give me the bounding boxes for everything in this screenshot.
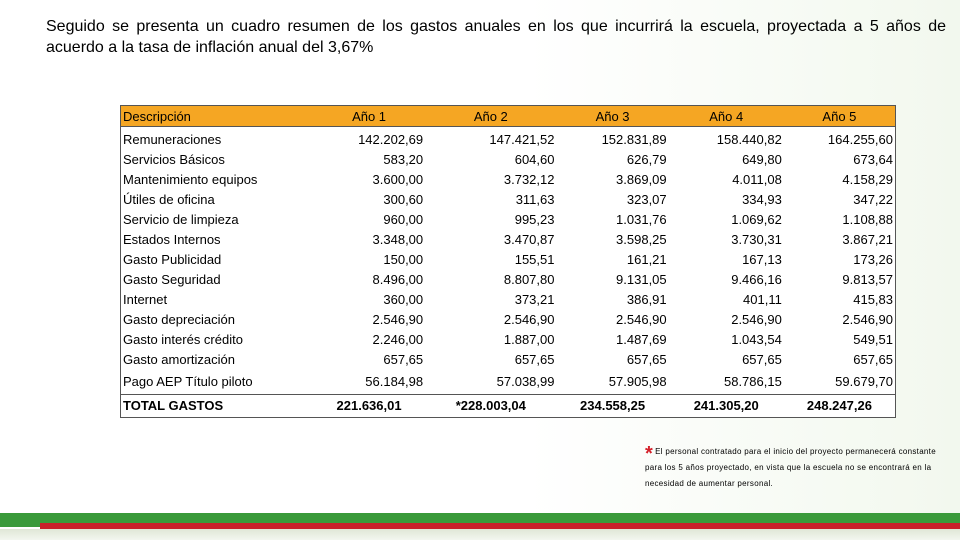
cell-year-2: 147.421,52 xyxy=(489,132,555,147)
cell-year-4: 4.011,08 xyxy=(732,172,782,187)
cell-year-4: 649,80 xyxy=(742,152,782,167)
header-year-4: Año 4 xyxy=(669,106,784,127)
header-year-2: Año 2 xyxy=(425,106,556,127)
row-description: Gasto depreciación xyxy=(123,312,236,327)
table-row xyxy=(121,290,896,310)
cell-year-1: 8.496,00 xyxy=(372,272,424,287)
cell-year-3: 57.905,98 xyxy=(608,374,667,389)
cell-year-4: 1.069,62 xyxy=(731,212,782,227)
cell-year-3: 626,79 xyxy=(626,152,667,167)
cell-year-5: 415,83 xyxy=(853,292,893,307)
cell-year-1: 142.202,69 xyxy=(358,132,424,147)
cell-year-3: 1.031,76 xyxy=(616,212,667,227)
row-description: Mantenimiento equipos xyxy=(123,172,258,187)
table-row xyxy=(121,210,896,230)
cell-year-1: 3.348,00 xyxy=(372,232,424,247)
cell-year-5: 59.679,70 xyxy=(835,374,893,389)
cell-year-5: 657,65 xyxy=(853,352,893,367)
cell-year-5: 2.546,90 xyxy=(842,312,893,327)
row-description: Internet xyxy=(123,292,168,307)
total-year-1: 221.636,01 xyxy=(313,395,425,418)
table-header-row xyxy=(121,106,896,127)
row-description: Gasto amortización xyxy=(123,352,235,367)
cell-year-2: 995,23 xyxy=(514,212,555,227)
cell-year-4: 401,11 xyxy=(743,292,782,307)
footnote-marker: * xyxy=(645,443,654,465)
cell-year-4: 9.466,16 xyxy=(731,272,782,287)
row-description: Servicio de limpieza xyxy=(123,212,239,227)
cell-year-3: 152.831,89 xyxy=(601,132,667,147)
footnote-text: El personal contratado para el inicio del proyecto permanecerá constante para los 5 años proyectado, en vista que la escuela no se encontrará en la necesidad de aumentar personal. xyxy=(645,447,936,488)
cell-year-2: 373,21 xyxy=(514,292,555,307)
cell-year-3: 386,91 xyxy=(626,292,667,307)
cell-year-3: 323,07 xyxy=(626,192,667,207)
cell-year-1: 657,65 xyxy=(383,352,424,367)
cell-year-2: 2.546,90 xyxy=(503,312,555,327)
cell-year-5: 3.867,21 xyxy=(842,232,893,247)
header-year-3: Año 3 xyxy=(556,106,668,127)
cell-year-2: 3.470,87 xyxy=(503,232,555,247)
footer-band-light xyxy=(0,529,960,540)
cell-year-3: 2.546,90 xyxy=(616,312,667,327)
table-row xyxy=(121,270,896,290)
table-body xyxy=(121,127,896,418)
cell-year-2: 604,60 xyxy=(514,152,555,167)
cell-year-4: 657,65 xyxy=(742,352,782,367)
table-row xyxy=(121,170,896,190)
cell-year-3: 161,21 xyxy=(626,252,667,267)
cell-year-5: 4.158,29 xyxy=(842,172,893,187)
cell-year-4: 1.043,54 xyxy=(731,332,782,347)
cell-year-5: 1.108,88 xyxy=(842,212,893,227)
cell-year-1: 2.246,00 xyxy=(372,332,424,347)
cell-year-1: 960,00 xyxy=(383,212,424,227)
table-row xyxy=(121,250,896,270)
cell-year-3: 9.131,05 xyxy=(616,272,667,287)
cell-year-4: 158.440,82 xyxy=(716,132,782,147)
row-description: Útiles de oficina xyxy=(123,192,215,207)
row-description: Estados Internos xyxy=(123,232,221,247)
header-year-5: Año 5 xyxy=(784,106,896,127)
total-label: TOTAL GASTOS xyxy=(121,395,313,418)
cell-year-1: 150,00 xyxy=(383,252,424,267)
cell-year-4: 334,93 xyxy=(742,192,782,207)
row-description: Gasto interés crédito xyxy=(123,332,243,347)
cell-year-5: 347,22 xyxy=(853,192,893,207)
cell-year-5: 549,51 xyxy=(853,332,893,347)
expense-summary-table xyxy=(120,105,896,418)
intro-paragraph: Seguido se presenta un cuadro resumen de los gastos anuales en los que incurrirá la escuela, proyectada a 5 años de acuerdo a la tasa de inflación anual del 3,67% xyxy=(46,18,946,56)
cell-year-2: 311,63 xyxy=(515,192,555,207)
footer-band-red xyxy=(40,523,960,529)
cell-year-2: 3.732,12 xyxy=(503,172,555,187)
cell-year-4: 58.786,15 xyxy=(723,374,782,389)
table-row xyxy=(121,230,896,250)
cell-year-1: 300,60 xyxy=(383,192,424,207)
table-row xyxy=(121,310,896,330)
header-year-1: Año 1 xyxy=(313,106,425,127)
cell-year-1: 360,00 xyxy=(383,292,424,307)
row-description: Servicios Básicos xyxy=(123,152,225,167)
total-row xyxy=(121,395,896,418)
total-year-5: 248.247,26 xyxy=(784,395,896,418)
cell-year-5: 173,26 xyxy=(853,252,893,267)
row-description: Remuneraciones xyxy=(123,132,222,147)
cell-year-5: 9.813,57 xyxy=(842,272,893,287)
cell-year-3: 3.869,09 xyxy=(616,172,667,187)
header-description: Descripción xyxy=(121,106,313,127)
footnote xyxy=(645,440,955,492)
cell-year-2: 657,65 xyxy=(514,352,555,367)
row-description: Gasto Publicidad xyxy=(123,252,222,267)
cell-year-1: 2.546,90 xyxy=(372,312,424,327)
cell-year-1: 3.600,00 xyxy=(372,172,424,187)
total-year-2: *228.003,04 xyxy=(425,395,556,418)
table-row xyxy=(121,127,896,151)
row-description: Gasto Seguridad xyxy=(123,272,221,287)
cell-year-5: 164.255,60 xyxy=(827,132,893,147)
table-row xyxy=(121,150,896,170)
table-row xyxy=(121,350,896,370)
cell-year-3: 3.598,25 xyxy=(616,232,667,247)
cell-year-4: 167,13 xyxy=(742,252,782,267)
cell-year-4: 3.730,31 xyxy=(731,232,782,247)
table-row xyxy=(121,370,896,395)
cell-year-3: 657,65 xyxy=(626,352,667,367)
total-year-3: 234.558,25 xyxy=(556,395,668,418)
total-year-4: 241.305,20 xyxy=(669,395,784,418)
cell-year-2: 57.038,99 xyxy=(496,374,555,389)
cell-year-5: 673,64 xyxy=(853,152,893,167)
cell-year-4: 2.546,90 xyxy=(731,312,782,327)
row-description: Pago AEP Título piloto xyxy=(123,374,253,389)
cell-year-3: 1.487,69 xyxy=(616,332,667,347)
table-row xyxy=(121,190,896,210)
cell-year-2: 155,51 xyxy=(514,252,555,267)
cell-year-1: 583,20 xyxy=(383,152,424,167)
cell-year-1: 56.184,98 xyxy=(365,374,424,389)
cell-year-2: 1.887,00 xyxy=(503,332,555,347)
table-row xyxy=(121,330,896,350)
cell-year-2: 8.807,80 xyxy=(503,272,555,287)
